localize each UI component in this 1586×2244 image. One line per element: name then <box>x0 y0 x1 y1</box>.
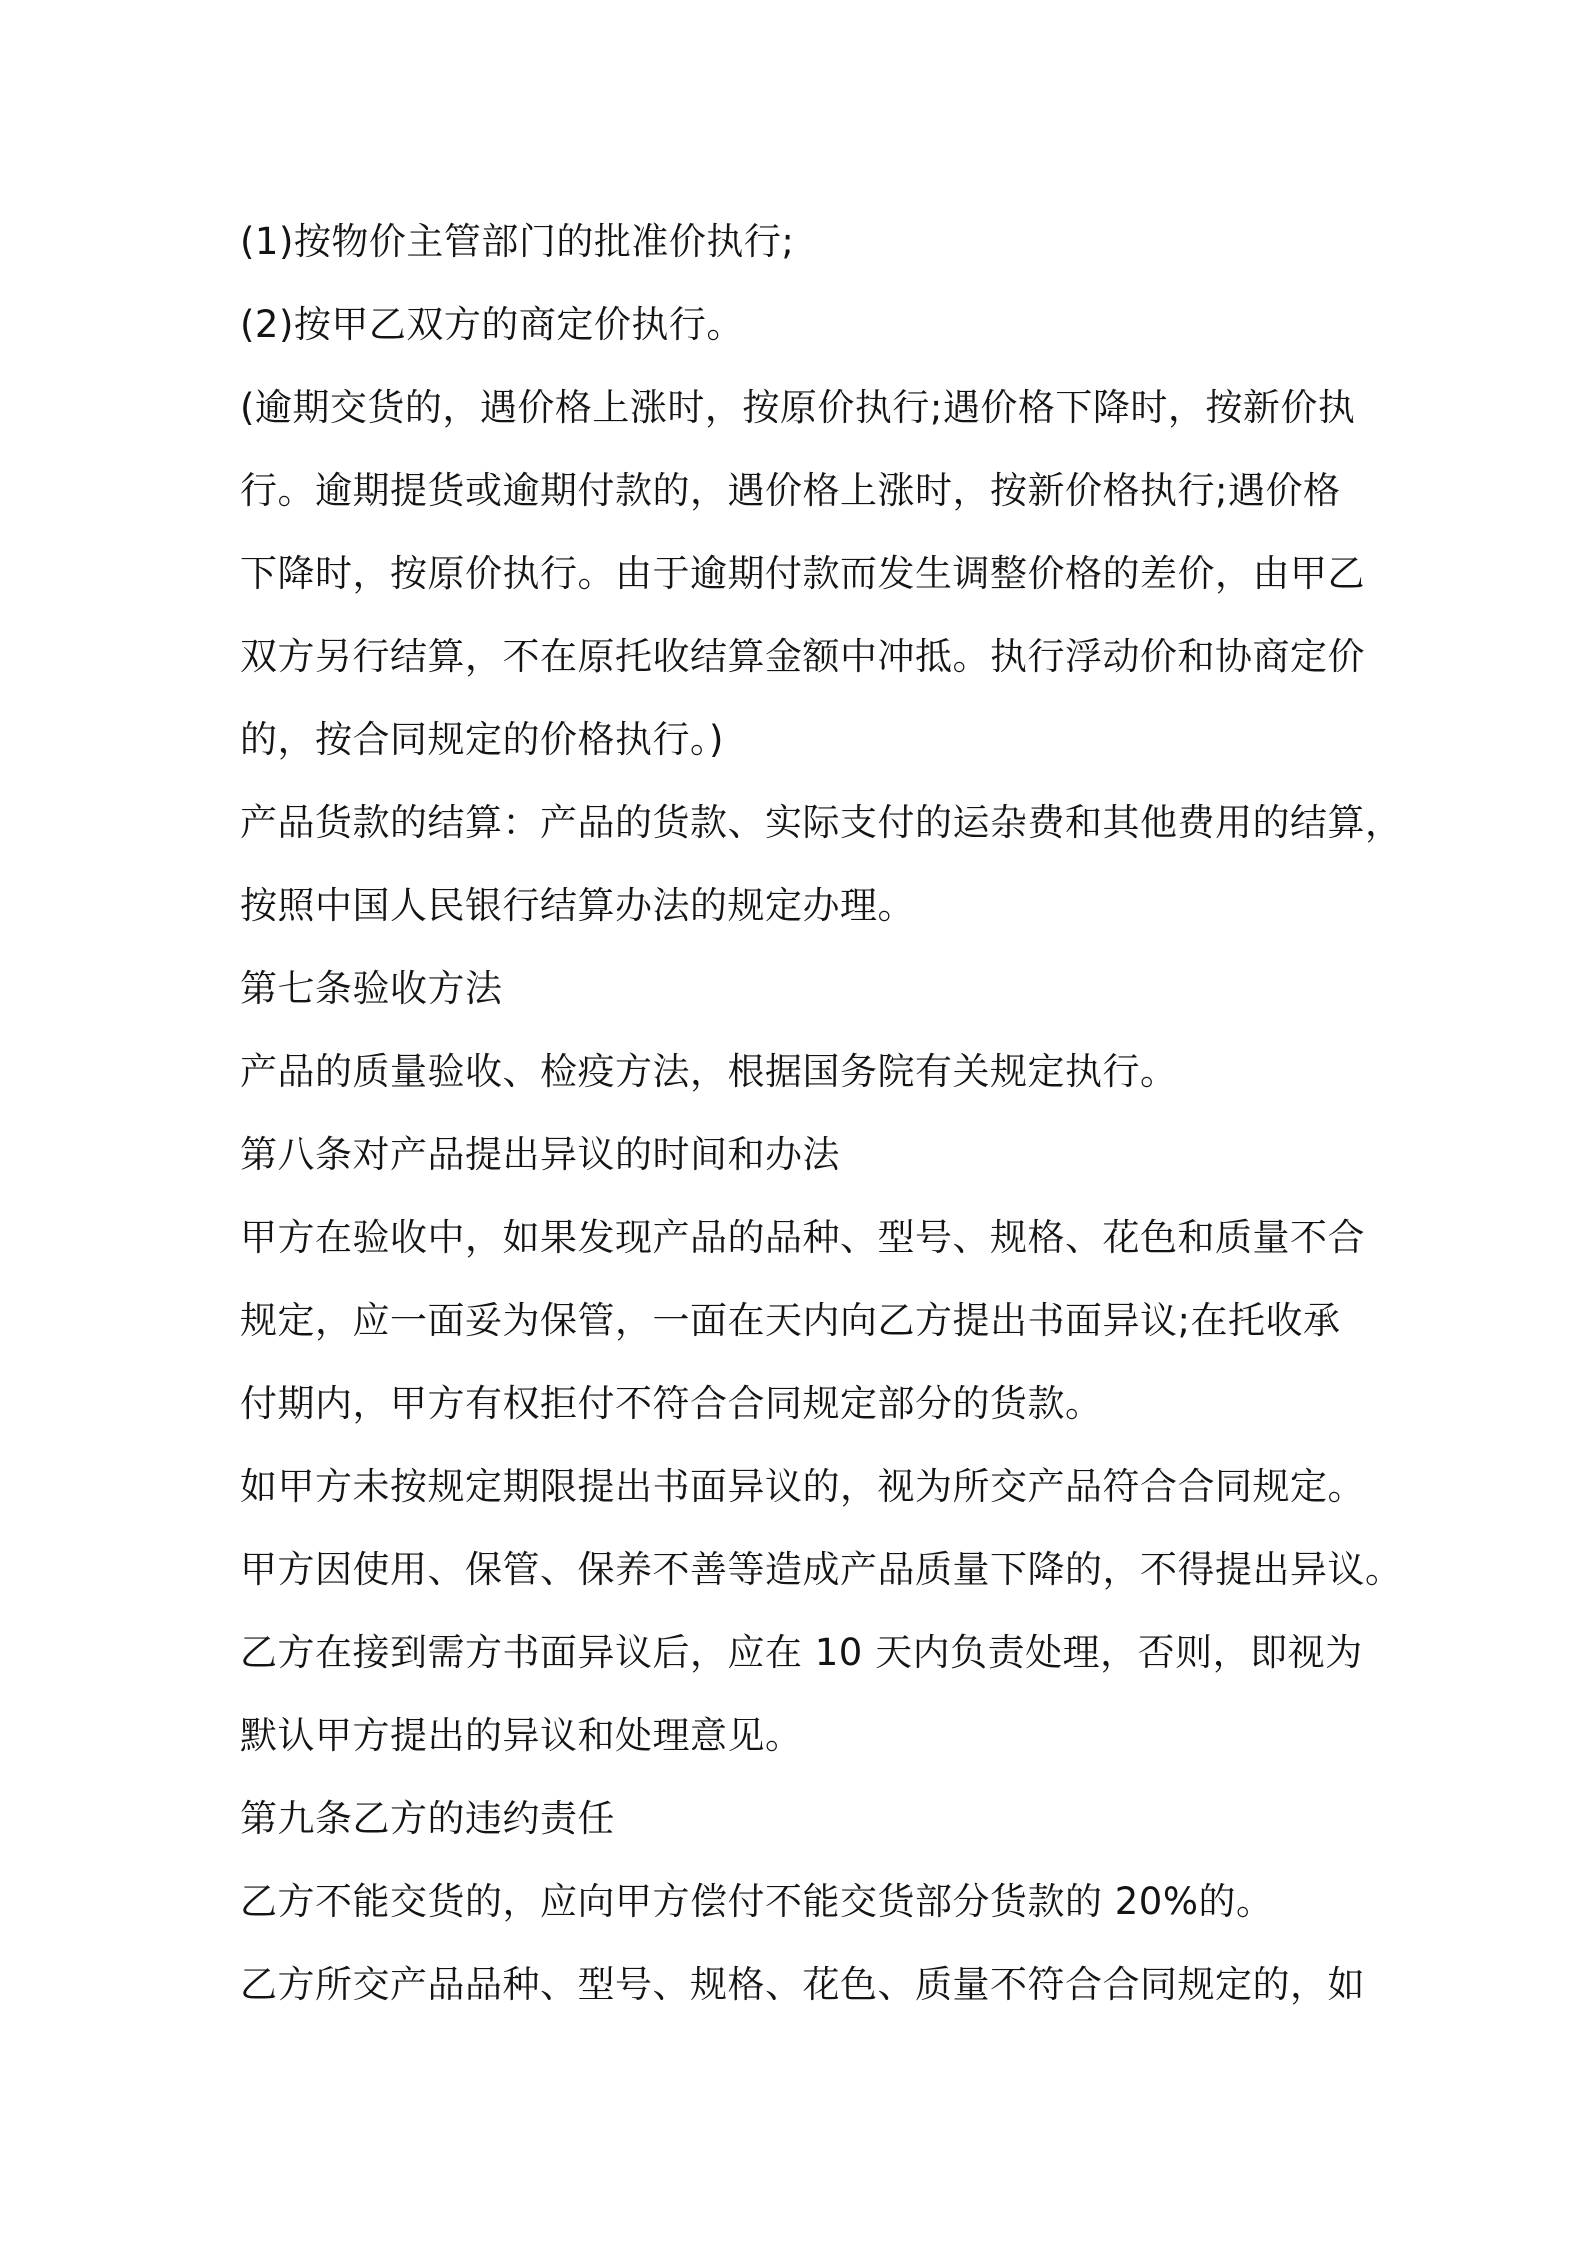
text-line: 的，按合同规定的价格执行。) <box>240 718 724 761</box>
article-8-heading <box>240 1113 1360 1196</box>
text-line: 规定，应一面妥为保管，一面在天内向乙方提出书面异议;在托收承 <box>240 1299 1341 1342</box>
article-7-heading <box>240 947 1360 1030</box>
price-rule-1 <box>240 200 1360 283</box>
article-7-body <box>240 1030 1360 1113</box>
text-line: 第七条验收方法 <box>240 967 503 1010</box>
text-line: 乙方在接到需方书面异议后，应在 10 天内负责处理，否则，即视为 <box>240 1631 1363 1674</box>
text-line: 第八条对产品提出异议的时间和办法 <box>240 1133 840 1176</box>
article-8-misuse <box>240 1528 1403 1611</box>
payment-settlement <box>240 781 1403 947</box>
price-rule-2 <box>240 283 1360 366</box>
article-8-handling <box>240 1611 1363 1777</box>
text-line: 甲方在验收中，如果发现产品的品种、型号、规格、花色和质量不合 <box>240 1216 1365 1259</box>
article-8-deadline <box>240 1445 1365 1528</box>
text-line: 乙方所交产品品种、型号、规格、花色、质量不符合合同规定的，如 <box>240 1963 1365 2006</box>
article-9-nonconforming <box>240 1943 1365 2026</box>
text-line: 产品货款的结算：产品的货款、实际支付的运杂费和其他费用的结算， <box>240 801 1403 844</box>
text-line: 双方另行结算，不在原托收结算金额中冲抵。执行浮动价和协商定价 <box>240 635 1365 678</box>
text-line: 乙方不能交货的，应向甲方偿付不能交货部分货款的 20%的。 <box>240 1880 1274 1923</box>
text-line: 行。逾期提货或逾期付款的，遇价格上涨时，按新价格执行;遇价格 <box>240 469 1341 512</box>
article-9-no-delivery <box>240 1860 1360 1943</box>
document-body <box>240 200 1403 2026</box>
text-line: 第九条乙方的违约责任 <box>240 1797 615 1840</box>
overdue-price-note <box>240 366 1365 781</box>
text-line: 默认甲方提出的异议和处理意见。 <box>240 1714 803 1757</box>
article-8-objection <box>240 1196 1365 1445</box>
text-line: (逾期交货的，遇价格上涨时，按原价执行;遇价格下降时，按新价执 <box>240 386 1356 429</box>
text-line: 如甲方未按规定期限提出书面异议的，视为所交产品符合合同规定。 <box>240 1465 1365 1508</box>
text-line: 产品的质量验收、检疫方法，根据国务院有关规定执行。 <box>240 1050 1178 1093</box>
text-line: (1)按物价主管部门的批准价执行; <box>240 220 795 263</box>
text-line: 下降时，按原价执行。由于逾期付款而发生调整价格的差价，由甲乙 <box>240 552 1365 595</box>
text-line: 按照中国人民银行结算办法的规定办理。 <box>240 884 915 927</box>
text-line: (2)按甲乙双方的商定价执行。 <box>240 303 744 346</box>
text-line: 甲方因使用、保管、保养不善等造成产品质量下降的，不得提出异议。 <box>240 1548 1403 1591</box>
article-9-heading <box>240 1777 1360 1860</box>
text-line: 付期内，甲方有权拒付不符合合同规定部分的货款。 <box>240 1382 1103 1425</box>
